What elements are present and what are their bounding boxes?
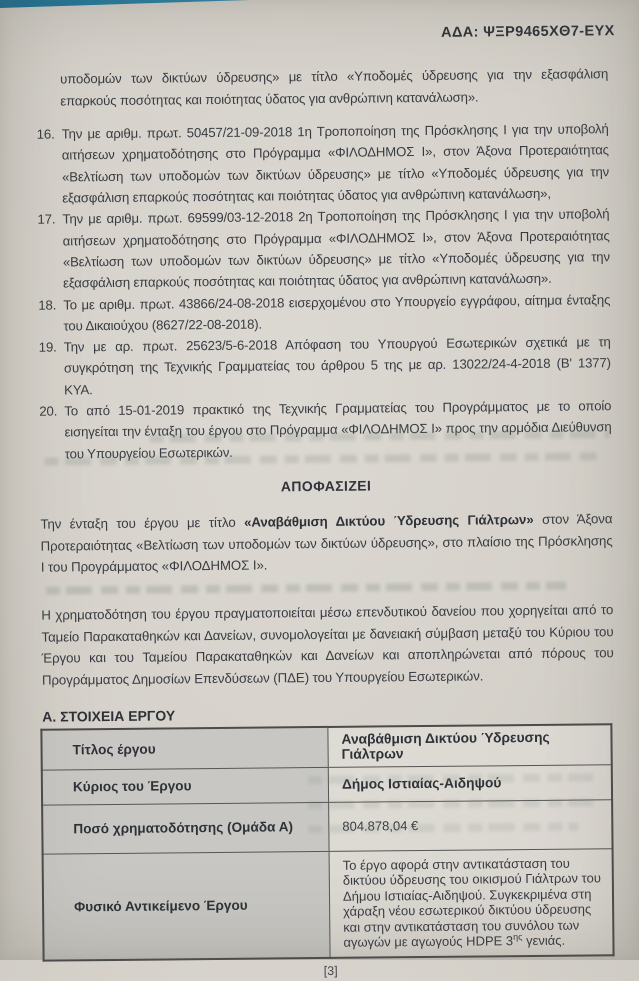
decision-heading: ΑΠΟΦΑΣΙΖΕΙ	[280, 477, 372, 495]
row-label: Φυσικό Αντικείμενο Έργου	[43, 851, 331, 960]
item-text: Την με αρ. πρωτ. 25623/5-6-2018 Απόφαση του Υπουργού Εσωτερικών σχετικά με τη συγκρότηση της Τεχνικής Γραμματείας του άρθρου 5 της με αρ. 13022/24-4-2018 (Β' 1377) ΚΥΑ.	[63, 334, 611, 398]
row-label: Ποσό χρηματοδότησης (Ομάδα Α)	[42, 802, 329, 854]
table-row	[41, 724, 611, 770]
project-title-bold: «Αναβάθμιση Δικτύου Ύδρευσης Γιάλτρων»	[244, 511, 534, 530]
row-label: Κύριος του Έργου	[42, 767, 329, 805]
project-details-table	[40, 723, 614, 961]
item-number: 20.	[39, 403, 58, 419]
intro-continuation-paragraph: υποδομών των δικτύων ύδρευσης» με τίτλο «Υποδομές ύδρευσης για την εξασφάλιση επαρκούς ποσότητας και ποιότητας ύδατος για ανθρώπινη κατανάλωση».	[60, 66, 609, 109]
item-number: 17.	[37, 211, 56, 228]
item-text: Την με αριθμ. πρωτ. 69599/03-12-2018 2η Τροποποίηση της Πρόσκλησης Ι για την υποβολή αιτήσεων χρηματοδότησης στο Πρόγραμμα «ΦΙΛΟΔΗΜΟΣ Ι», στον Άξονα Προτεραιότητας «Βελτίωση των υποδομών των δικτύων ύδρευσης» με τίτλο «Υποδομές ύδρευσης για την εξασφάλιση επαρκούς ποσότητας και ποιότητας ύδατος για ανθρώπινη κατανάλωση».	[62, 206, 610, 291]
item-text: Την με αριθμ. πρωτ. 50457/21-09-2018 1η Τροποποίηση της Πρόσκλησης Ι για την υποβολή αιτήσεων χρηματοδότησης στο Πρόγραμμα «ΦΙΛΟΔΗΜΟΣ Ι», στον Άξονα Προτεραιότητας «Βελτίωση των υποδομών των δικτύων ύδρευσης» με τίτλο «Υποδομές ύδρευσης για την εξασφάλιση επαρκούς ποσότητας και ποιότητας ύδατος για ανθρώπινη κατανάλωση»,	[61, 121, 610, 206]
list-item-16	[37, 118, 610, 209]
ada-code: ΑΔΑ: ΨΞΡ9465ΧΘ7-ΕΥΧ	[440, 23, 615, 41]
entry-suffix: στον Άξονα Προτεραιότητας «Βελτίωση των υποδομών των δικτύων ύδρευσης», στο πλαίσιο της Πρόσκλησης Ι του Προγράμματος «ΦΙΛΟΔΗΜΟΣ Ι».	[40, 511, 613, 576]
project-section-heading: Α. ΣΤΟΙΧΕΙΑ ΕΡΓΟΥ	[42, 707, 176, 725]
list-item-20	[39, 395, 612, 464]
row-value: 804.878,04 €	[329, 800, 613, 852]
page-number: [3]	[323, 963, 338, 978]
table-row	[42, 800, 612, 854]
physical-object-text-end: γενιάς.	[522, 933, 566, 949]
row-value	[329, 849, 614, 958]
table-row	[43, 849, 614, 961]
document-body	[36, 63, 617, 980]
list-item-19	[39, 331, 612, 400]
row-value: Αναβάθμιση Δικτύου Ύδρευσης Γιάλτρων	[328, 724, 612, 767]
table-row	[42, 765, 612, 805]
item-text: Το από 15-01-2019 πρακτικό της Τεχνικής Γραμματείας του Προγράμματος με το οποίο εισηγείται την ένταξη του έργου στο Πρόγραμμα «ΦΙΛΟΔΗΜΟΣ Ι» προς την αρμόδια Διεύθυνση του Υπουργείου Εσωτερικών.	[64, 398, 612, 462]
funding-paragraph: Η χρηματοδότηση του έργου πραγματοποιείται μέσω επενδυτικού δανείου που χορηγείται από το Ταμείο Παρακαταθηκών και Δανείων, συνομολογείται με δανειακή σύμβαση μεταξύ του Κύριου του Έργου και του Ταμείου Παρακαταθηκών και Δανείων και αποπληρώνεται από πόρους του Προγράμματος Δημοσίων Επενδύσεων (ΠΔΕ) του Υπουργείου Εσωτερικών.	[41, 602, 614, 688]
item-number: 18.	[38, 297, 57, 313]
entry-prefix: Την ένταξη του έργου με τίτλο	[40, 514, 245, 532]
item-number: 19.	[38, 339, 57, 355]
row-value: Δήμος Ιστιαίας-Αιδηψού	[328, 765, 612, 803]
generation-superscript: ης	[513, 932, 523, 943]
item-text: Το με αριθμ. πρωτ. 43866/24-08-2018 εισερχομένου στο Υπουργείο εγγράφου, αίτημα ένταξης του Δικαιούχου (8627/22-08-2018).	[63, 291, 611, 334]
list-item-17	[37, 204, 610, 295]
physical-object-text: Το έργο αφορά στην αντικατάσταση του δικτύου ύδρευσης του οικισμού Γιάλτρων του Δήμου Ιστιαίας-Αιδηψού. Συγκεκριμένα στη χάραξη νέου εσωτερικού δικτύου ύδρευσης και στην αντικατάσταση του συνόλου των αγωγών με αγωγούς HDPE 3	[342, 855, 601, 951]
list-item-18	[38, 289, 610, 337]
row-label: Τίτλος έργου	[41, 727, 328, 770]
item-number: 16.	[36, 126, 55, 142]
decision-entry-paragraph	[40, 508, 613, 579]
